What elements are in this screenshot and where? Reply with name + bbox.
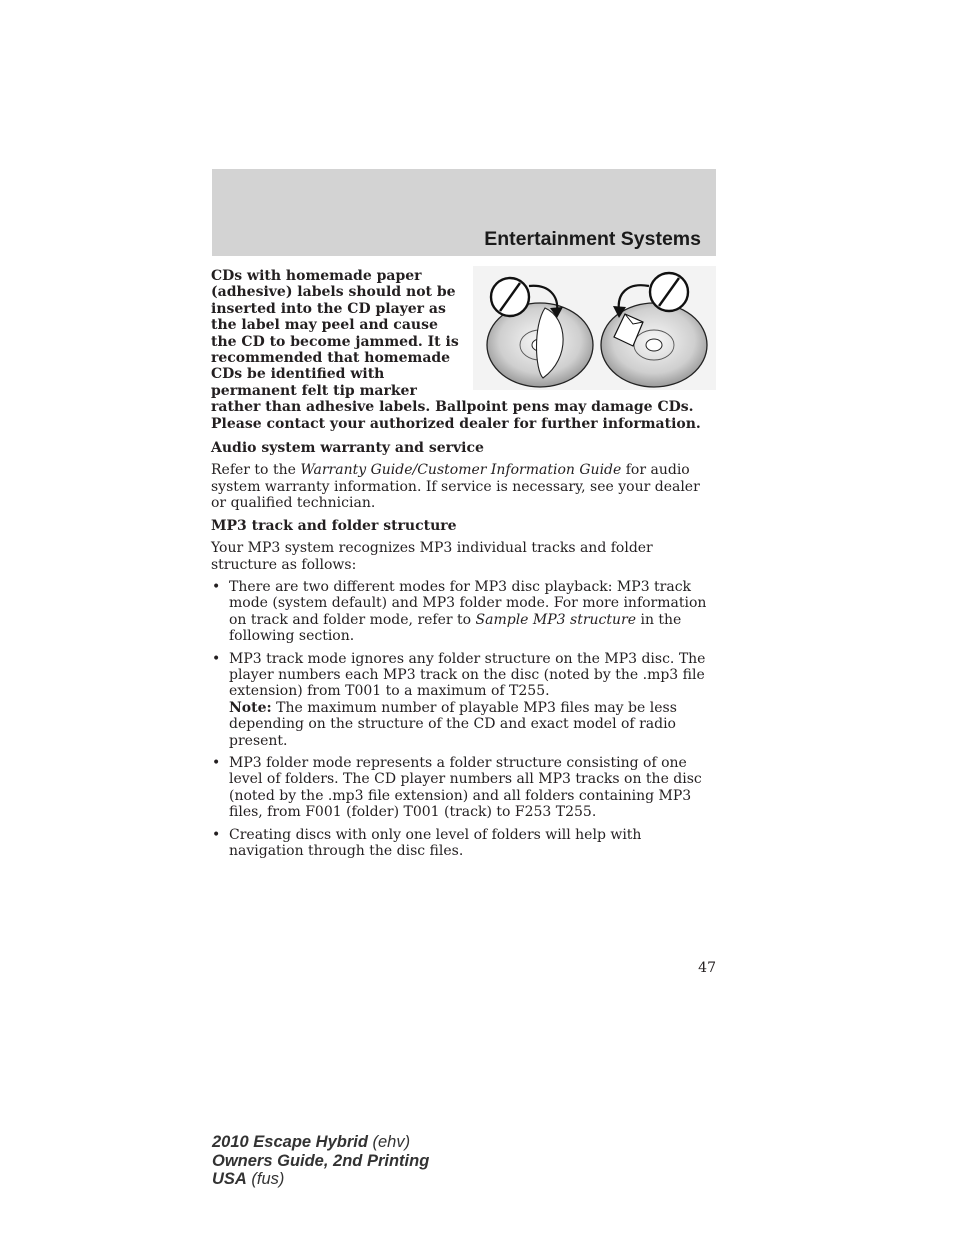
section-header-band [212, 169, 716, 256]
bullet-text: MP3 folder mode represents a folder structure consisting of one level of folders. The CD player numbers all MP3 tracks on the disc (noted by the .mp3 file extension) and all folders containing MP3 files, from F001 (folder) T001 (track) to F253 T255. [229, 754, 702, 821]
warranty-paragraph [211, 462, 717, 511]
footer-market: USA [212, 1170, 247, 1188]
cd-label-warning: CDs with homemade paper (adhesive) labels should not be inserted into the CD player as the label may peel and cause the CD to become jammed. It is recommended that homemade CDs be identified with permanent felt tip marker rather than adhesive labels. Ballpoint pens may damage CDs. Please contact your authorized dealer for further information. [211, 268, 701, 432]
footer-line-model [212, 1133, 429, 1152]
document-footer [212, 1133, 429, 1189]
page-body [211, 268, 717, 865]
footer-line-market [212, 1170, 429, 1189]
warranty-heading: Audio system warranty and service [211, 440, 484, 457]
bullet-text: in the following section. [229, 611, 682, 645]
bullet-icon: • [212, 578, 221, 595]
footer-printing: Owners Guide, 2nd Printing [212, 1151, 430, 1170]
figure-spacer [463, 268, 717, 396]
footer-model-name: 2010 Escape Hybrid [212, 1133, 368, 1151]
sample-mp3-structure-reference: Sample MP3 structure [475, 611, 637, 628]
section-title: Entertainment Systems [484, 228, 701, 250]
warranty-text-after: for audio system warranty information. If service is necessary, see your dealer or qualified technician. [211, 462, 700, 512]
page-number: 47 [698, 960, 716, 976]
bullet-icon: • [212, 754, 221, 771]
list-item [211, 827, 717, 860]
warranty-guide-title: Warranty Guide/Customer Information Guide [300, 462, 622, 479]
note-label: Note: [229, 699, 272, 716]
mp3-heading: MP3 track and folder structure [211, 517, 457, 534]
list-item [211, 579, 717, 645]
mp3-bullet-list [211, 579, 717, 860]
bullet-text: Creating discs with only one level of folders will help with navigation through the disc files. [229, 826, 642, 859]
mp3-intro: Your MP3 system recognizes MP3 individual tracks and folder structure as follows: [211, 540, 653, 573]
list-item [211, 651, 717, 749]
bullet-text: There are two different modes for MP3 disc playback: MP3 track mode (system default) and MP3 folder mode. For more information on track and folder mode, refer to [229, 578, 707, 628]
bullet-icon: • [212, 650, 221, 667]
warranty-text-before: Refer to the [211, 462, 301, 479]
footer-model-code: (ehv) [367, 1133, 411, 1151]
bullet-text: MP3 track mode ignores any folder structure on the MP3 disc. The player numbers each MP3 track on the disc (noted by the .mp3 file extension) from T001 to a maximum of T255. [229, 650, 706, 700]
list-item [211, 755, 717, 821]
footer-market-code: (fus) [246, 1170, 285, 1188]
note-text: The maximum number of playable MP3 files may be less depending on the structure of the CD and exact model of radio present. [229, 699, 677, 749]
bullet-icon: • [212, 826, 221, 843]
